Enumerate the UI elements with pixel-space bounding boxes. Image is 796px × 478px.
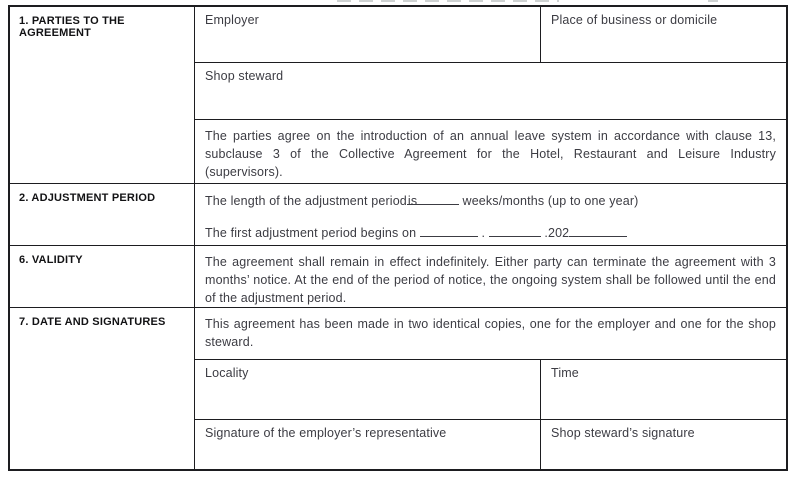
- year-blank-field: [569, 224, 627, 237]
- employer-cell: [195, 7, 541, 62]
- section-signatures-row: [10, 307, 786, 469]
- cropped-text-remnant: [337, 0, 559, 2]
- time-cell: [541, 360, 786, 419]
- employer-signature-label: Signature of the employer’s representative: [205, 426, 447, 440]
- month-blank-field: [489, 224, 541, 237]
- employer-signature-cell: [195, 420, 541, 469]
- length-suffix-text: weeks/months (up to one year): [462, 194, 639, 208]
- agreement-intro-paragraph: The parties agree on the introduction of an annual leave system in accordance with clause 13, subclause 3 of the Collective Agreement for the Hotel, Restaurant and Leisure Industry (supervisors).: [205, 129, 776, 179]
- place-of-business-label: Place of business or domicile: [551, 13, 718, 27]
- shop-steward-cell: [195, 63, 293, 119]
- length-fill-text: is: [407, 194, 418, 208]
- day-blank-field: [420, 224, 478, 237]
- agreement-form-table: [8, 5, 788, 471]
- adjustment-length-line: [195, 184, 786, 210]
- begins-prefix-text: The first adjustment period begins on: [205, 226, 417, 240]
- section-adjustment-row: [10, 183, 786, 245]
- steward-signature-label: Shop steward’s signature: [551, 426, 695, 440]
- shop-steward-label: Shop steward: [205, 69, 284, 83]
- section-parties-heading: 1. PARTIES TO THE AGREEMENT: [19, 15, 125, 39]
- date-separator: .: [481, 226, 486, 240]
- section-signatures-heading: 7. DATE AND SIGNATURES: [19, 316, 166, 328]
- cropped-text-remnant: [708, 0, 718, 2]
- locality-cell: [195, 360, 541, 419]
- steward-signature-cell: [541, 420, 786, 469]
- signatures-intro-paragraph: This agreement has been made in two identical copies, one for the employer and one for the shop steward.: [205, 317, 776, 349]
- length-blank-field: [407, 192, 459, 208]
- section-parties-row: [10, 7, 786, 183]
- validity-paragraph: The agreement shall remain in effect indefinitely. Either party can terminate the agreement with 3 months’ notice. At the end of the period of notice, the ongoing system shall be followed until the end of the adjustment period.: [205, 255, 776, 305]
- length-prefix-text: The length of the adjustment period: [205, 194, 407, 208]
- place-of-business-cell: [541, 7, 786, 62]
- locality-label: Locality: [205, 366, 249, 380]
- section-adjustment-heading: 2. ADJUSTMENT PERIOD: [19, 192, 156, 204]
- section-validity-row: [10, 245, 786, 307]
- adjustment-begins-line: [195, 224, 786, 242]
- section-validity-heading: 6. VALIDITY: [19, 254, 83, 266]
- time-label: Time: [551, 366, 579, 380]
- year-prefix-text: .202: [544, 226, 570, 240]
- employer-label: Employer: [205, 13, 259, 27]
